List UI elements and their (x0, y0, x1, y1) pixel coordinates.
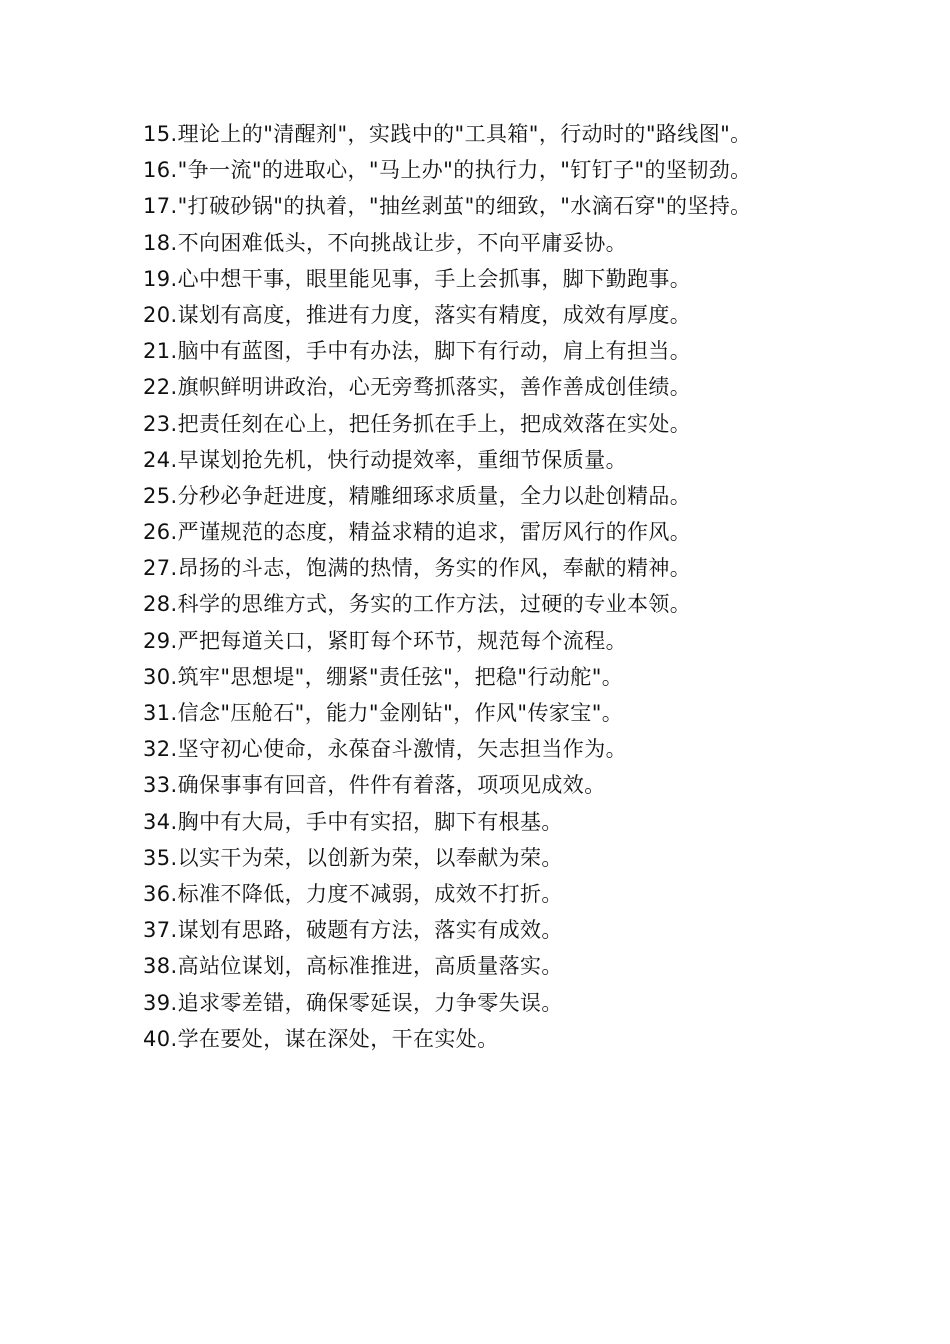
list-item: 24.早谋划抢先机，快行动提效率，重细节保质量。 (143, 447, 627, 472)
list-item: 32.坚守初心使命，永葆奋斗激情，矢志担当作为。 (143, 737, 627, 762)
list-item: 38.高站位谋划，高标准推进，高质量落实。 (143, 954, 563, 979)
list-item: 39.追求零差错，确保零延误，力争零失误。 (143, 990, 563, 1015)
list-item: 31.信念"压舱石"，能力"金刚钻"，作风"传家宝"。 (143, 701, 624, 725)
list-item: 29.严把每道关口，紧盯每个环节，规范每个流程。 (143, 628, 627, 653)
list-item: 35.以实干为荣，以创新为荣，以奉献为荣。 (143, 845, 563, 870)
list-item: 33.确保事事有回音，件件有着落，项项见成效。 (143, 773, 606, 798)
list-item: 20.谋划有高度，推进有力度，落实有精度，成效有厚度。 (143, 302, 692, 327)
list-item: 40.学在要处，谋在深处，干在实处。 (143, 1026, 499, 1051)
list-item: 26.严谨规范的态度，精益求精的追求，雷厉风行的作风。 (143, 520, 692, 545)
list-item: 17."打破砂锅"的执着，"抽丝剥茧"的细致，"水滴石穿"的坚持。 (143, 194, 752, 219)
list-item: 19.心中想干事，眼里能见事，手上会抓事，脚下勤跑事。 (143, 266, 692, 291)
slogan-list (143, 116, 752, 1057)
list-item: 30.筑牢"思想堤"，绷紧"责任弦"，把稳"行动舵"。 (143, 664, 624, 689)
list-item: 18.不向困难低头，不向挑战让步，不向平庸妥协。 (143, 230, 627, 255)
list-item: 23.把责任刻在心上，把任务抓在手上，把成效落在实处。 (143, 411, 692, 436)
list-item: 27.昂扬的斗志，饱满的热情，务实的作风，奉献的精神。 (143, 556, 692, 581)
list-item: 36.标准不降低，力度不减弱，成效不打折。 (143, 881, 563, 906)
list-item: 25.分秒必争赶进度，精雕细琢求质量，全力以赴创精品。 (143, 483, 692, 508)
list-item: 28.科学的思维方式，务实的工作方法，过硬的专业本领。 (143, 592, 692, 617)
list-item: 22.旗帜鲜明讲政治，心无旁骛抓落实，善作善成创佳绩。 (143, 375, 692, 400)
list-item: 21.脑中有蓝图，手中有办法，脚下有行动，肩上有担当。 (143, 339, 692, 364)
list-item: 15.理论上的"清醒剂"，实践中的"工具箱"，行动时的"路线图"。 (143, 122, 752, 146)
list-item: 34.胸中有大局，手中有实招，脚下有根基。 (143, 809, 563, 834)
list-item: 16."争一流"的进取心，"马上办"的执行力，"钉钉子"的坚韧劲。 (143, 158, 752, 183)
list-item: 37.谋划有思路，破题有方法，落实有成效。 (143, 918, 563, 943)
